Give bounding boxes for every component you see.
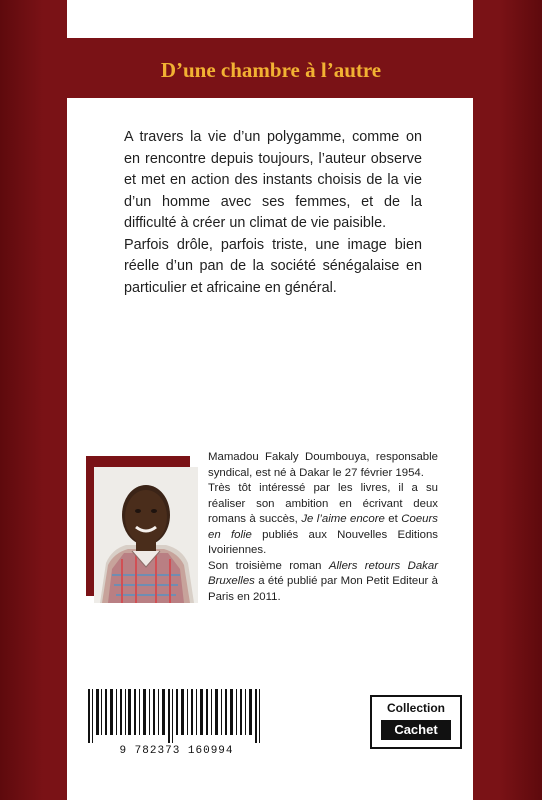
isbn-number: 9 782373 160994: [119, 745, 234, 757]
author-portrait-illustration: [94, 467, 198, 603]
bio-line-5: a été publié par Mon Petit Editeur à Paris en 2011.: [208, 575, 438, 603]
bio-paragraph-books: [208, 481, 438, 559]
bio-line-4: Son troisième roman: [208, 559, 329, 572]
author-photo: [94, 467, 198, 603]
bio-line-2: Très tôt intéressé par les livres, il a su réaliser son ambition en écrivant deux romans à succès,: [208, 482, 438, 525]
collection-logo: [370, 695, 462, 749]
bio-line-3: publiés aux Nouvelles Editions Ivoiriennes.: [208, 528, 438, 556]
cachet-label: Cachet: [381, 720, 451, 740]
summary-paragraph-2: Parfois drôle, parfois triste, une image bien réelle d’un pan de la société sénégalaise en particulier et africaine en général.: [124, 236, 422, 296]
bio-line-1: Mamadou Fakaly Doumbouya, responsable syndical, est né à Dakar le 27 février 1954.: [208, 451, 438, 479]
book-title-1: Je l’aime encore: [301, 513, 385, 525]
barcode-icon: [86, 689, 266, 743]
book-title: D’une chambre à l’autre: [160, 58, 382, 82]
top-white-panel: [67, 0, 473, 38]
book-title-2: Coeurs en folie: [208, 513, 438, 541]
author-bio: [208, 450, 438, 605]
summary-text: [124, 127, 422, 299]
book-title-3: Allers retours Dakar Bruxelles: [208, 559, 438, 587]
collection-label: Collection: [386, 701, 445, 715]
bio-paragraph-third-novel: [208, 559, 438, 606]
summary-paragraph-1: A travers la vie d’un polygamme, comme on en rencontre depuis toujours, l’auteur observe et met en action des instants choisis de la vie d’un homme avec ses femmes, et de la difficulté à créer un climat de vie paisible.: [124, 129, 422, 231]
bio-and: et: [384, 513, 402, 525]
